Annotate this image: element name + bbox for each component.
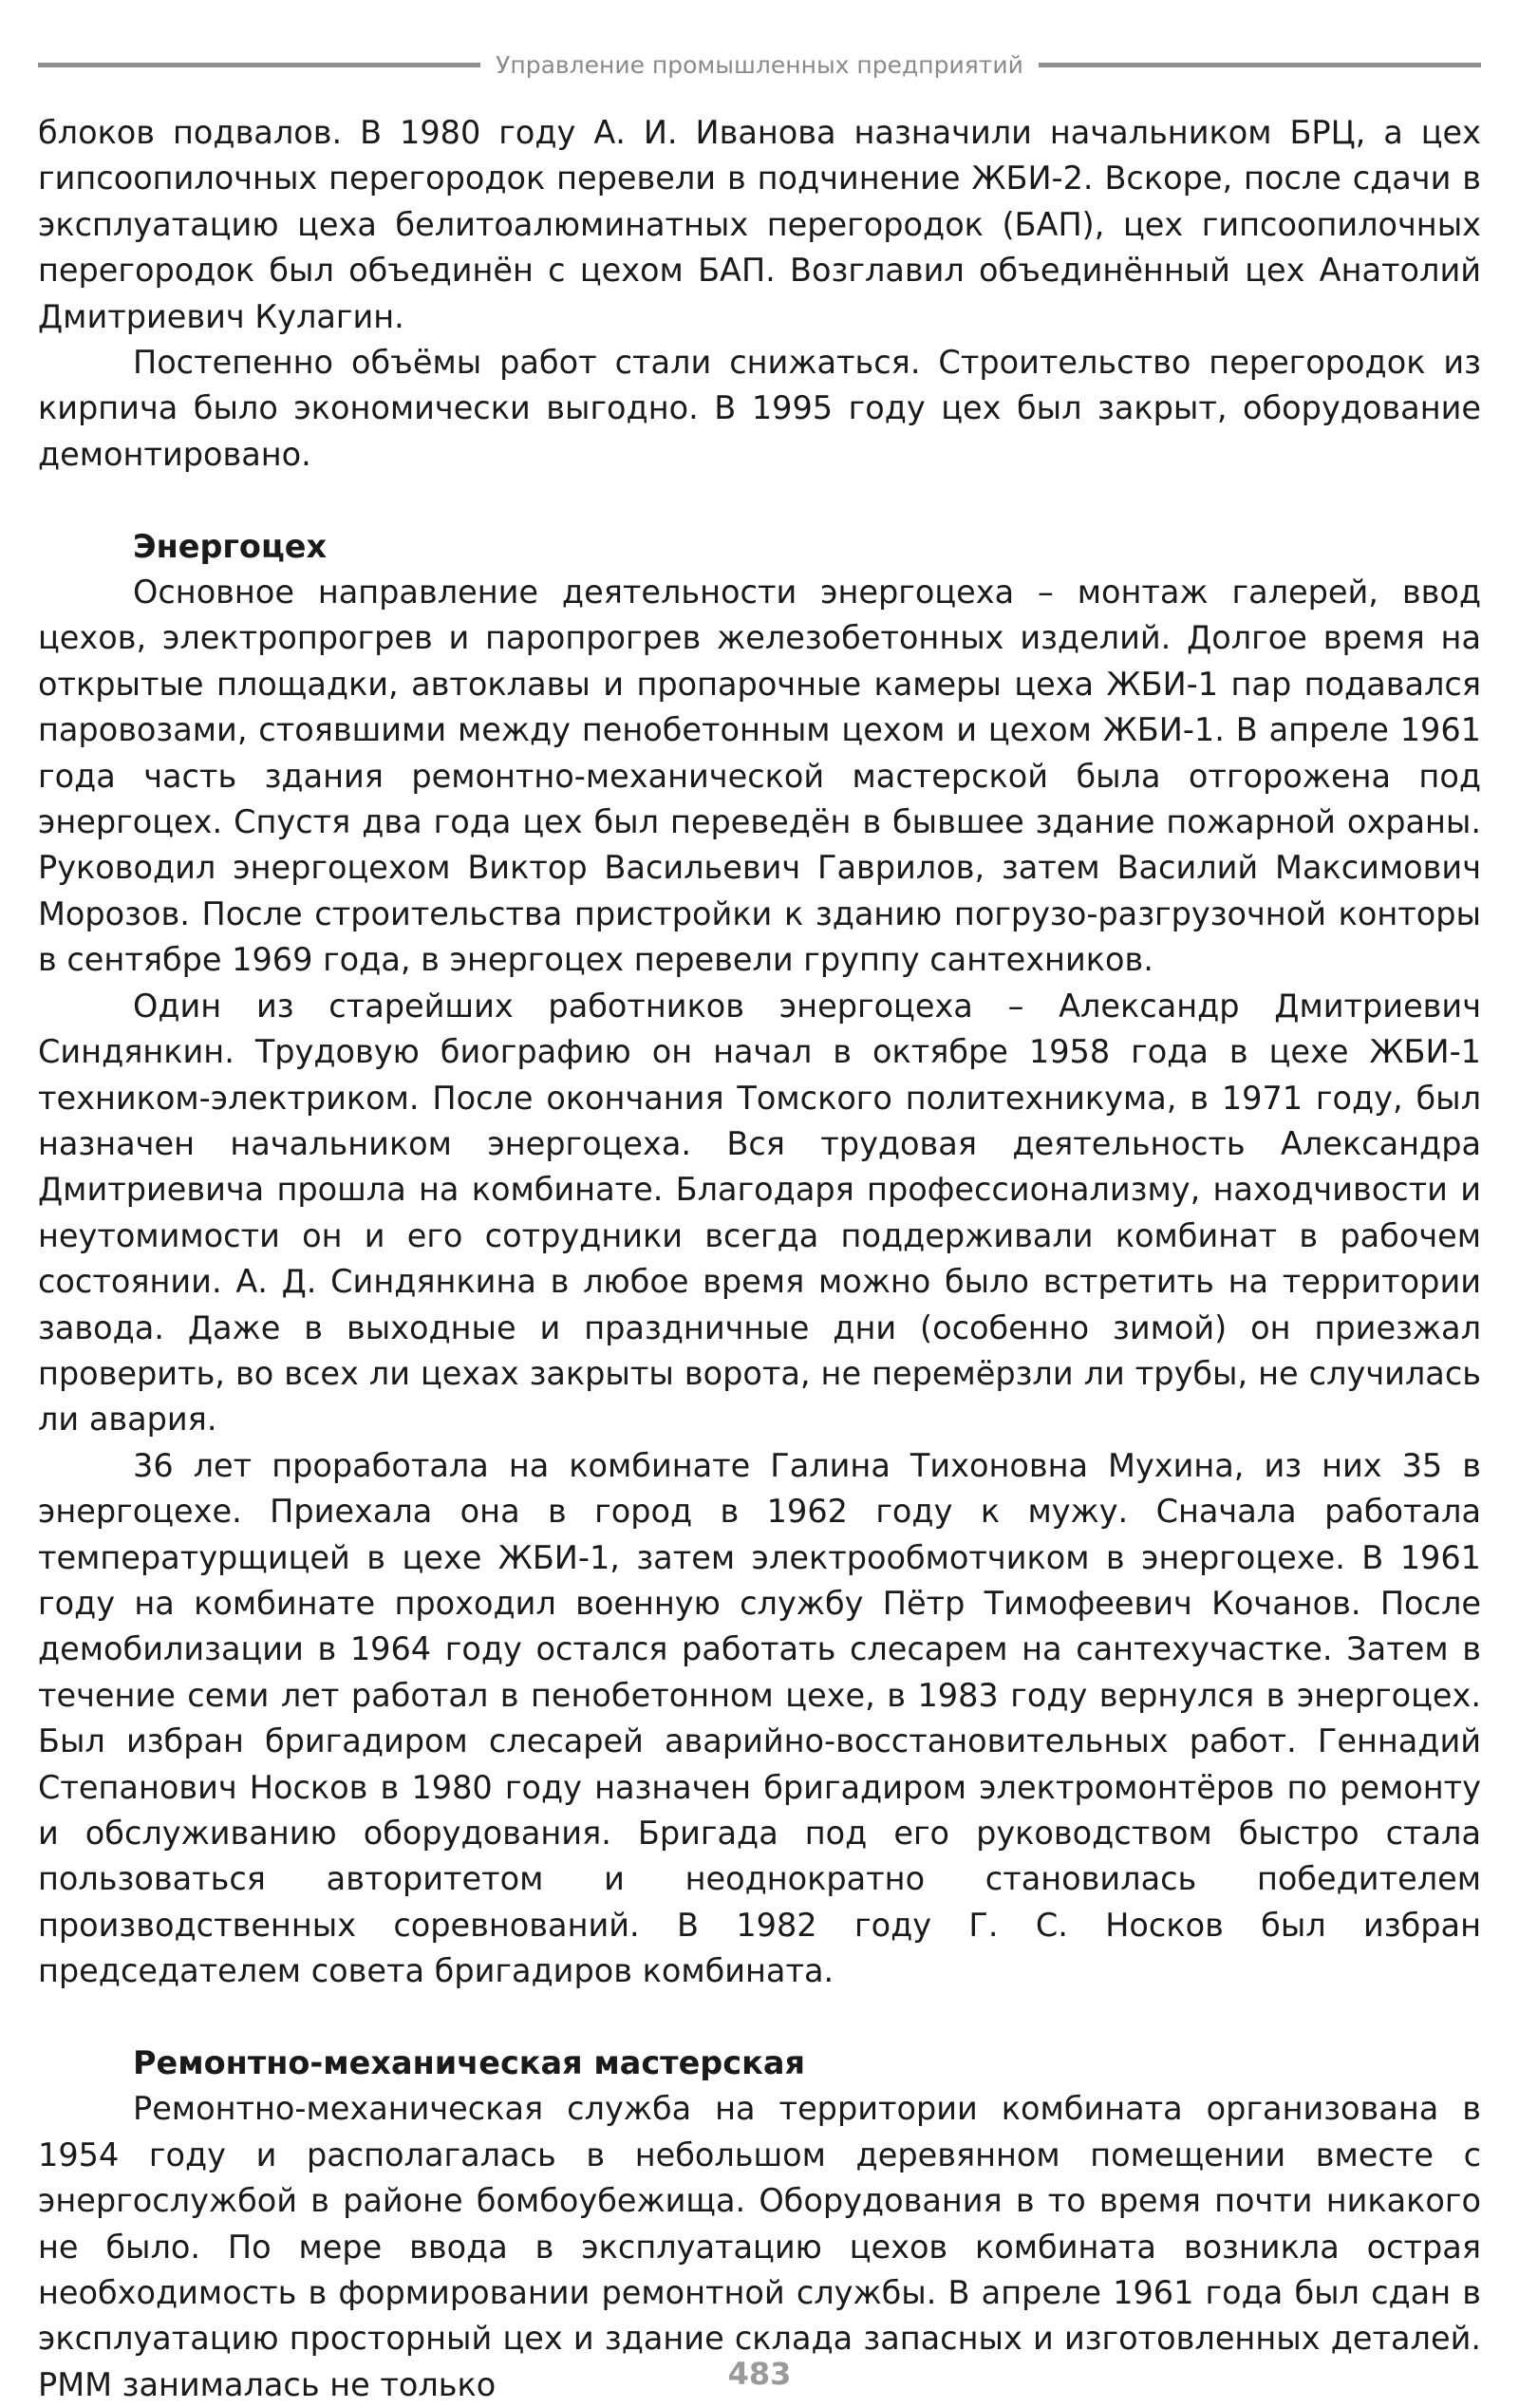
- header-rule-right: [1039, 63, 1481, 67]
- header-rule-left: [38, 63, 480, 67]
- section-heading-repair-workshop: Ремонтно-механическая мастерская: [133, 2044, 805, 2082]
- paragraph-repair-workshop: Ремонтно-механическая служба на территории комбината организована в 1954 году и располагалась в небольшом деревянном помещении вместе с энергослужбой в районе бомбоубежища. Оборудования в то время почти никакого не было. По мере ввода в эксплуатацию цехов комбината возникла острая необходимость в формировании ремонтной службы. В апреле 1961 года был сдан в эксплуатацию просторный цех и здание склада запасных и изготовленных деталей. РММ занималась не только: [38, 2090, 1481, 2403]
- page-body: [38, 110, 1481, 2408]
- paragraph-energy-workers: 36 лет проработала на комбинате Галина Тихоновна Мухина, из них 35 в энергоцехе. Приехала она в город в 1962 году к мужу. Сначала работала температурщицей в цехе ЖБИ-1, затем электрообмотчиком в энергоцехе. В 1961 году на комбинате проходил военную службу Пётр Тимофеевич Кочанов. После демобилизации в 1964 году остался работать слесарем на сантехучастке. Затем в течение семи лет работал в пенобетонном цехе, в 1983 году вернулся в энергоцех. Был избран бригадиром слесарей аварийно-восстановительных работ. Геннадий Степанович Носков в 1980 году назначен бригадиром электромонтёров по ремонту и обслуживанию оборудования. Бригада под его руководством быстро стала пользоваться авторитетом и неоднократно становилась победителем производственных соревнований. В 1982 году Г. С. Носков был избран председателем совета бригадиров комбината.: [38, 1446, 1481, 1990]
- paragraph-energy-history: Основное направление деятельности энергоцеха – монтаж галерей, ввод цехов, электропрогрев и паропрогрев железобетонных изделий. Долгое время на открытые площадки, автоклавы и пропарочные камеры цеха ЖБИ-1 пар подавался паровозами, стоявшими между пенобетонным цехом и цехом ЖБИ-1. В апреле 1961 года часть здания ремонтно-механической мастерской была отгорожена под энергоцех. Спустя два года цех был переведён в бывшее здание пожарной охраны. Руководил энергоцехом Виктор Васильевич Гаврилов, затем Василий Максимович Морозов. После строительства пристройки к зданию погрузо-разгрузочной конторы в сентябре 1969 года, в энергоцех перевели группу сантехников.: [38, 574, 1481, 979]
- paragraph-intro-closure: Постепенно объёмы работ стали снижаться. Строительство перегородок из кирпича было экономически выгодно. В 1995 году цех был закрыт, оборудование демонтировано.: [38, 344, 1481, 473]
- paragraph-intro-continuation: блоков подвалов. В 1980 году А. И. Иванова назначили начальником БРЦ, а цех гипсоопилочных перегородок перевели в подчинение ЖБИ-2. Вскоре, после сдачи в эксплуатацию цеха белитоалюминатных перегородок (БАП), цех гипсоопилочных перегородок был объединён с цехом БАП. Возглавил объединённый цех Анатолий Дмитриевич Кулагин.: [38, 114, 1481, 335]
- running-header: [38, 44, 1481, 85]
- section-heading-energy: Энергоцех: [133, 527, 328, 565]
- running-header-title: Управление промышленных предприятий: [496, 50, 1023, 79]
- paragraph-energy-sindyankin: Один из старейших работников энергоцеха – Александр Дмитриевич Синдянкин. Трудовую биографию он начал в октябре 1958 года в цехе ЖБИ-1 техником-электриком. После окончания Томского политехникума, в 1971 году, был назначен начальником энергоцеха. Вся трудовая деятельность Александра Дмитриевича прошла на комбинате. Благодаря профессионализму, находчивости и неутомимости он и его сотрудники всегда поддерживали комбинат в рабочем состоянии. А. Д. Синдянкина в любое время можно было встретить на территории завода. Даже в выходные и праздничные дни (особенно зимой) он приезжал проверить, во всех ли цехах закрыты ворота, не перемёрзли ли трубы, не случилась ли авария.: [38, 987, 1481, 1439]
- page-number: 483: [727, 2356, 792, 2392]
